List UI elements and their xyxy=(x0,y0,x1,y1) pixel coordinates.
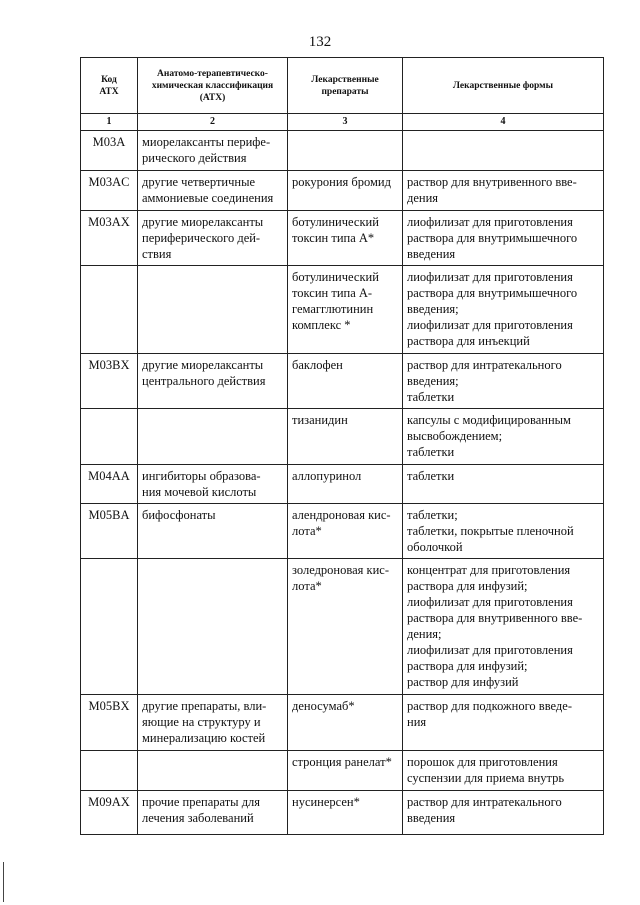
drug-name-cell xyxy=(288,131,403,171)
atc-classification-cell: миорелаксанты перифе- рического действия xyxy=(138,131,288,171)
dosage-forms-cell: раствор для интратекального введения xyxy=(403,791,604,835)
table-row xyxy=(81,751,604,791)
dosage-forms-cell: капсулы с модифицированным высвобождением; таблетки xyxy=(403,409,604,465)
drug-name-cell: нусинерсен* xyxy=(288,791,403,835)
atc-code-cell: M03AX xyxy=(81,211,138,266)
table-header-row xyxy=(81,58,604,114)
table-row xyxy=(81,465,604,504)
atc-classification-cell xyxy=(138,559,288,695)
atc-classification-cell: другие миорелаксанты периферического дей- ствия xyxy=(138,211,288,266)
column-number-4: 4 xyxy=(403,114,604,131)
atc-code-cell xyxy=(81,751,138,791)
dosage-forms-cell: лиофилизат для приготовления раствора для внутримышечного введения xyxy=(403,211,604,266)
header-drugs: Лекарственные препараты xyxy=(288,58,403,114)
drug-name-cell: деносумаб* xyxy=(288,695,403,751)
table-row xyxy=(81,171,604,211)
atc-code-cell xyxy=(81,266,138,354)
atc-classification-cell: другие четвертичные аммониевые соединения xyxy=(138,171,288,211)
atc-classification-cell: бифосфонаты xyxy=(138,504,288,559)
dosage-forms-cell: лиофилизат для приготовления раствора для внутримышечного введения; лиофилизат для приготовления раствора для инъекций xyxy=(403,266,604,354)
drug-name-cell: стронция ранелат* xyxy=(288,751,403,791)
table-body xyxy=(81,114,604,835)
dosage-forms-cell: раствор для подкожного введе- ния xyxy=(403,695,604,751)
atc-classification-cell: ингибиторы образова- ния мочевой кислоты xyxy=(138,465,288,504)
table-row xyxy=(81,409,604,465)
header-atc-code: Код АТХ xyxy=(81,58,138,114)
drug-name-cell: ботулинический токсин типа А- гемагглютинин комплекс * xyxy=(288,266,403,354)
column-number-row xyxy=(81,114,604,131)
table-row xyxy=(81,131,604,171)
atc-classification-cell: другие миорелаксанты центрального действия xyxy=(138,354,288,409)
table-row xyxy=(81,211,604,266)
column-number-3: 3 xyxy=(288,114,403,131)
drug-name-cell: золедроновая кис- лота* xyxy=(288,559,403,695)
atc-classification-cell xyxy=(138,409,288,465)
dosage-forms-cell xyxy=(403,131,604,171)
atc-code-cell: M03AC xyxy=(81,171,138,211)
atc-classification-cell xyxy=(138,751,288,791)
table-row xyxy=(81,504,604,559)
atc-code-cell xyxy=(81,409,138,465)
atc-code-cell: M05BA xyxy=(81,504,138,559)
header-atc-classification: Анатомо-терапевтическо- химическая классификация (АТХ) xyxy=(138,58,288,114)
atc-code-cell: M03BX xyxy=(81,354,138,409)
table-row xyxy=(81,354,604,409)
atc-code-cell: M05BX xyxy=(81,695,138,751)
atc-code-cell xyxy=(81,559,138,695)
table-row xyxy=(81,695,604,751)
dosage-forms-cell: порошок для приготовления суспензии для приема внутрь xyxy=(403,751,604,791)
table-row xyxy=(81,791,604,835)
atc-classification-cell xyxy=(138,266,288,354)
atc-code-cell: M03A xyxy=(81,131,138,171)
drug-name-cell: алендроновая кис- лота* xyxy=(288,504,403,559)
atc-classification-cell: другие препараты, вли- яющие на структуру и минерализацию костей xyxy=(138,695,288,751)
dosage-forms-cell: концентрат для приготовления раствора для инфузий; лиофилизат для приготовления раствора для внутривенного вве- дения; лиофилизат для приготовления раствора для инфузий; раствор для инфузий xyxy=(403,559,604,695)
atc-code-cell: M04AA xyxy=(81,465,138,504)
dosage-forms-cell: таблетки; таблетки, покрытые пленочной оболочкой xyxy=(403,504,604,559)
drug-name-cell: тизанидин xyxy=(288,409,403,465)
column-number-1: 1 xyxy=(81,114,138,131)
margin-mark xyxy=(3,862,4,902)
atc-code-cell: M09AX xyxy=(81,791,138,835)
drug-classification-table xyxy=(80,57,604,835)
table-row xyxy=(81,559,604,695)
drug-name-cell: рокурония бромид xyxy=(288,171,403,211)
table-row xyxy=(81,266,604,354)
header-dosage-forms: Лекарственные формы xyxy=(403,58,604,114)
drug-name-cell: ботулинический токсин типа А* xyxy=(288,211,403,266)
dosage-forms-cell: раствор для внутривенного вве- дения xyxy=(403,171,604,211)
drug-name-cell: баклофен xyxy=(288,354,403,409)
page-number: 132 xyxy=(308,34,332,50)
dosage-forms-cell: раствор для интратекального введения; таблетки xyxy=(403,354,604,409)
drug-name-cell: аллопуринол xyxy=(288,465,403,504)
dosage-forms-cell: таблетки xyxy=(403,465,604,504)
atc-classification-cell: прочие препараты для лечения заболеваний xyxy=(138,791,288,835)
column-number-2: 2 xyxy=(138,114,288,131)
